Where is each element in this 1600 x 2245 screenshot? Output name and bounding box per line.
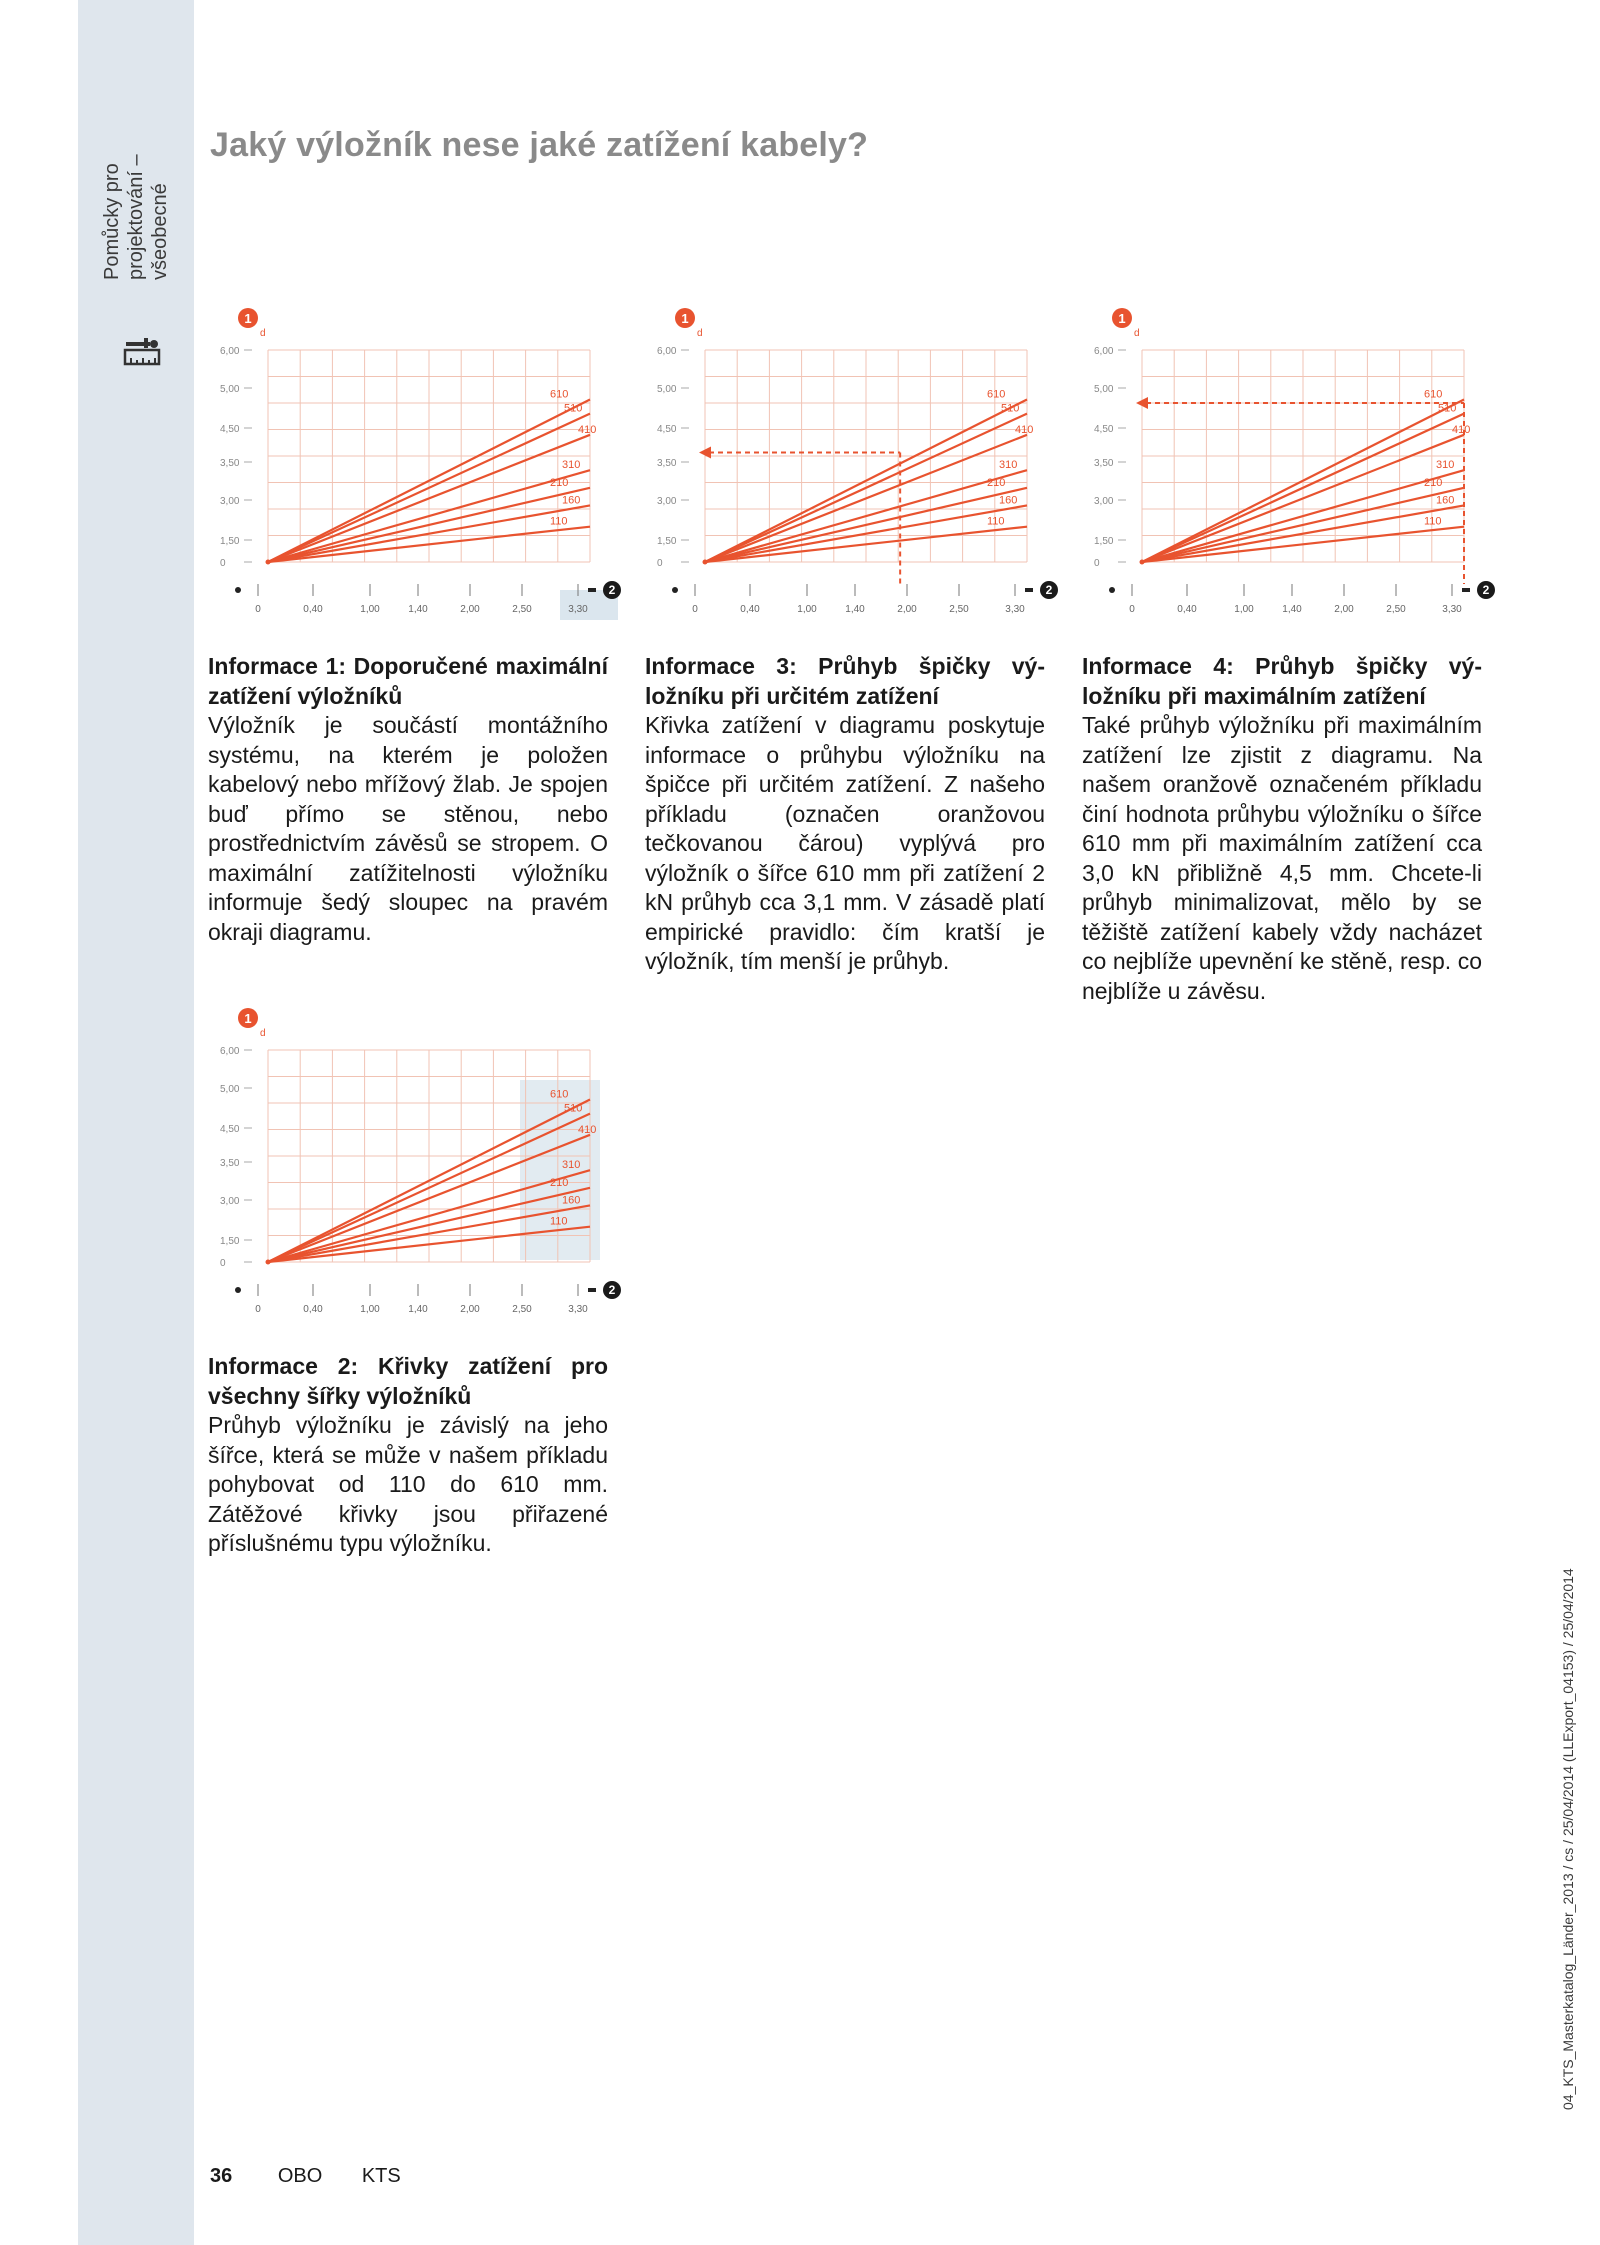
- x-tick-label: 1,40: [1282, 604, 1302, 615]
- curve-label-210: 210: [550, 1176, 569, 1189]
- x-tick-label: 0: [255, 604, 261, 615]
- sidebar-band: [78, 0, 194, 2245]
- sidebar-line-3: všeobecné: [149, 183, 171, 280]
- origin-point: [266, 1260, 271, 1265]
- curve-label-410: 410: [1452, 423, 1471, 436]
- x-tick-label: 2,50: [949, 604, 969, 615]
- curve-label-310: 310: [1436, 459, 1455, 472]
- y-axis-badge: [238, 1008, 258, 1028]
- y-tick-label: 3,50: [1094, 458, 1114, 469]
- curve-label-410: 410: [578, 1123, 597, 1136]
- curve-label-510: 510: [1001, 402, 1020, 415]
- y-tick-label: 4,50: [220, 424, 240, 435]
- info-1-title: Informace 1: Doporučené maximální zatížení výložníků: [208, 653, 608, 709]
- x-tick-label: 0: [692, 604, 698, 615]
- y-badge-label: 1: [1118, 311, 1126, 326]
- info-2-body: Průhyb výložníku je závislý na jeho šířce, která se může v našem příkladu pohybovat od 110 do 610 mm. Zátěžové křivky jsou přiřazené příslušnému typu výložníku.: [208, 1412, 608, 1556]
- x-tick-label: 2,00: [1334, 604, 1354, 615]
- curve-label-160: 160: [999, 494, 1018, 507]
- curve-label-110: 110: [987, 515, 1005, 528]
- curve-label-610: 610: [550, 1088, 569, 1101]
- info-block-1: [208, 652, 608, 947]
- info-1-body: Výložník je součástí montážního systému, na kterém je položen kabelový nebo mřížový žlab. Je spojen buď přímo se stěnou, nebo prostřednictvím závěsů se stropem. O maximální zatížitelnosti výložníku informuje šedý sloupec na pravém okraji diagramu.: [208, 712, 608, 945]
- page-footer: [210, 2165, 401, 2188]
- y-tick-label: 1,50: [657, 536, 677, 547]
- x-badge-label: 2: [608, 583, 616, 597]
- catalog-export-info: 04_KTS_Masterkatalog_Länder_2013 / cs / 25/04/2014 (LLExport_04153) / 25/04/2014: [1560, 1568, 1576, 2110]
- y-axis-badge: [1112, 308, 1132, 328]
- y-tick-label: 3,00: [220, 496, 240, 507]
- info-2-title: Informace 2: Křivky zatížení pro všechny šířky výložníků: [208, 1353, 608, 1409]
- x-tick-label: 3,30: [1442, 604, 1462, 615]
- y-tick-label: 0: [220, 1258, 226, 1269]
- y-unit-mark: d: [260, 1028, 266, 1039]
- curve-label-310: 310: [562, 1159, 581, 1172]
- x-tick-label: 0,40: [303, 1304, 323, 1315]
- info-block-3: [645, 652, 1045, 977]
- x-axis-origin-dot: [1109, 587, 1115, 593]
- page-number: 36: [210, 2165, 233, 2187]
- curve-label-110: 110: [550, 515, 568, 528]
- y-tick-label: 5,00: [657, 384, 677, 395]
- y-tick-label: 6,00: [657, 346, 677, 357]
- x-tick-label: 2,50: [1386, 604, 1406, 615]
- curve-label-610: 610: [550, 388, 569, 401]
- y-tick-label: 3,00: [220, 1196, 240, 1207]
- x-tick-label: 1,00: [797, 604, 817, 615]
- y-tick-label: 3,50: [220, 458, 240, 469]
- origin-point: [266, 560, 271, 565]
- y-tick-label: 0: [220, 558, 226, 569]
- y-tick-label: 3,00: [1094, 496, 1114, 507]
- y-axis-badge: [675, 308, 695, 328]
- page-title: Jaký výložník nese jaké zatížení kabely?: [210, 126, 869, 164]
- curve-label-160: 160: [1436, 494, 1455, 507]
- brand-name: OBO: [277, 2165, 323, 2187]
- y-tick-label: 1,50: [220, 1236, 240, 1247]
- x-tick-label: 3,30: [1005, 604, 1025, 615]
- y-tick-label: 4,50: [657, 424, 677, 435]
- curve-label-610: 610: [987, 388, 1006, 401]
- tools-icon: [122, 338, 162, 378]
- origin-point: [1140, 560, 1145, 565]
- y-badge-label: 1: [244, 1011, 252, 1026]
- y-tick-label: 0: [657, 558, 663, 569]
- x-badge-label: 2: [1045, 583, 1053, 597]
- curve-label-510: 510: [564, 402, 583, 415]
- x-axis-origin-dot: [235, 1287, 241, 1293]
- origin-point: [703, 560, 708, 565]
- y-tick-label: 5,00: [220, 384, 240, 395]
- sidebar-section-label: [100, 20, 172, 280]
- x-tick-label: 1,00: [1234, 604, 1254, 615]
- y-tick-label: 6,00: [1094, 346, 1114, 357]
- x-tick-label: 1,40: [845, 604, 865, 615]
- y-tick-label: 3,50: [220, 1158, 240, 1169]
- x-tick-label: 2,00: [897, 604, 917, 615]
- curve-label-210: 210: [1424, 476, 1443, 489]
- x-tick-label: 1,00: [360, 1304, 380, 1315]
- x-axis-badge: [603, 1281, 621, 1299]
- x-axis-origin-dot: [672, 587, 678, 593]
- info-4-title: Informace 4: Průhyb špičky výložníku při maximálním zatížení: [1082, 653, 1482, 709]
- x-tick-label: 2,50: [512, 1304, 532, 1315]
- chart-info-1: [208, 300, 628, 620]
- info-3-title: Informace 3: Průhyb špičky výložníku při určitém zatížení: [645, 653, 1045, 709]
- x-tick-label: 0,40: [1177, 604, 1197, 615]
- curve-label-110: 110: [550, 1215, 568, 1228]
- curve-label-610: 610: [1424, 388, 1443, 401]
- y-unit-mark: d: [1134, 328, 1140, 339]
- y-tick-label: 5,00: [220, 1084, 240, 1095]
- x-axis-end-mark: [588, 1288, 596, 1292]
- curve-label-310: 310: [999, 459, 1018, 472]
- curve-label-310: 310: [562, 459, 581, 472]
- x-tick-label: 0,40: [303, 604, 323, 615]
- y-tick-label: 3,00: [657, 496, 677, 507]
- x-tick-label: 2,00: [460, 1304, 480, 1315]
- y-axis-badge: [238, 308, 258, 328]
- sidebar-line-2: projektování –: [125, 154, 147, 280]
- info-4-body: Také průhyb výložníku při maximálním zatížení lze zjistit z diagramu. Na našem oranžově označeném příkladu činí hodnota průhybu výložníku o šířce 610 mm při maximálním zatížení cca 3,0 kN přibližně 4,5 mm. Chcete-li průhyb minimalizovat, mělo by se těžiště zatížení kabely vždy nacházet co nejblíže upevnění ke stěně, resp. co nejblíže u závěsu.: [1082, 712, 1482, 1004]
- x-axis-badge: [603, 581, 621, 599]
- chart-info-2: [208, 1000, 628, 1320]
- curve-label-510: 510: [564, 1102, 583, 1115]
- x-tick-label: 1,40: [408, 604, 428, 615]
- x-tick-label: 2,50: [512, 604, 532, 615]
- x-tick-label: 3,30: [568, 1304, 588, 1315]
- y-badge-label: 1: [244, 311, 252, 326]
- curve-label-510: 510: [1438, 402, 1457, 415]
- x-tick-label: 1,00: [360, 604, 380, 615]
- x-badge-label: 2: [608, 1283, 616, 1297]
- x-tick-label: 1,40: [408, 1304, 428, 1315]
- info-block-2: [208, 1352, 608, 1559]
- info-block-4: [1082, 652, 1482, 1006]
- y-unit-mark: d: [260, 328, 266, 339]
- x-axis-badge: [1040, 581, 1058, 599]
- y-tick-label: 3,50: [657, 458, 677, 469]
- curve-label-110: 110: [1424, 515, 1442, 528]
- y-badge-label: 1: [681, 311, 689, 326]
- curve-label-160: 160: [562, 494, 581, 507]
- x-tick-label: 3,30: [568, 604, 588, 615]
- curve-label-410: 410: [1015, 423, 1034, 436]
- x-tick-label: 2,00: [460, 604, 480, 615]
- curve-label-160: 160: [562, 1194, 581, 1207]
- curve-label-210: 210: [987, 476, 1006, 489]
- y-tick-label: 4,50: [1094, 424, 1114, 435]
- x-axis-end-mark: [1462, 588, 1470, 592]
- y-tick-label: 0: [1094, 558, 1100, 569]
- y-tick-label: 5,00: [1094, 384, 1114, 395]
- x-tick-label: 0: [255, 1304, 261, 1315]
- y-tick-label: 6,00: [220, 1046, 240, 1057]
- chart-info-3: [645, 300, 1065, 620]
- x-badge-label: 2: [1482, 583, 1490, 597]
- product-name: KTS: [361, 2165, 401, 2187]
- curve-label-210: 210: [550, 476, 569, 489]
- y-tick-label: 1,50: [220, 536, 240, 547]
- chart-info-4: [1082, 300, 1502, 620]
- sidebar-line-1: Pomůcky pro: [101, 163, 123, 280]
- info-3-body: Křivka zatížení v diagramu poskytuje informace o průhybu výložníku na špičce při určitém zatížení. Z našeho příkladu (označen oranžovou tečkovanou čárou) vyplývá pro výložník o šířce 610 mm při zatížení 2 kN průhyb cca 3,1 mm. V zásadě platí empirické pravidlo: čím kratší je výložník, tím menší je průhyb.: [645, 712, 1045, 974]
- y-tick-label: 6,00: [220, 346, 240, 357]
- y-tick-label: 4,50: [220, 1124, 240, 1135]
- x-axis-badge: [1477, 581, 1495, 599]
- y-tick-label: 1,50: [1094, 536, 1114, 547]
- x-axis-end-mark: [1025, 588, 1033, 592]
- x-axis-origin-dot: [235, 587, 241, 593]
- curve-label-410: 410: [578, 423, 597, 436]
- x-tick-label: 0: [1129, 604, 1135, 615]
- x-tick-label: 0,40: [740, 604, 760, 615]
- y-unit-mark: d: [697, 328, 703, 339]
- x-axis-end-mark: [588, 588, 596, 592]
